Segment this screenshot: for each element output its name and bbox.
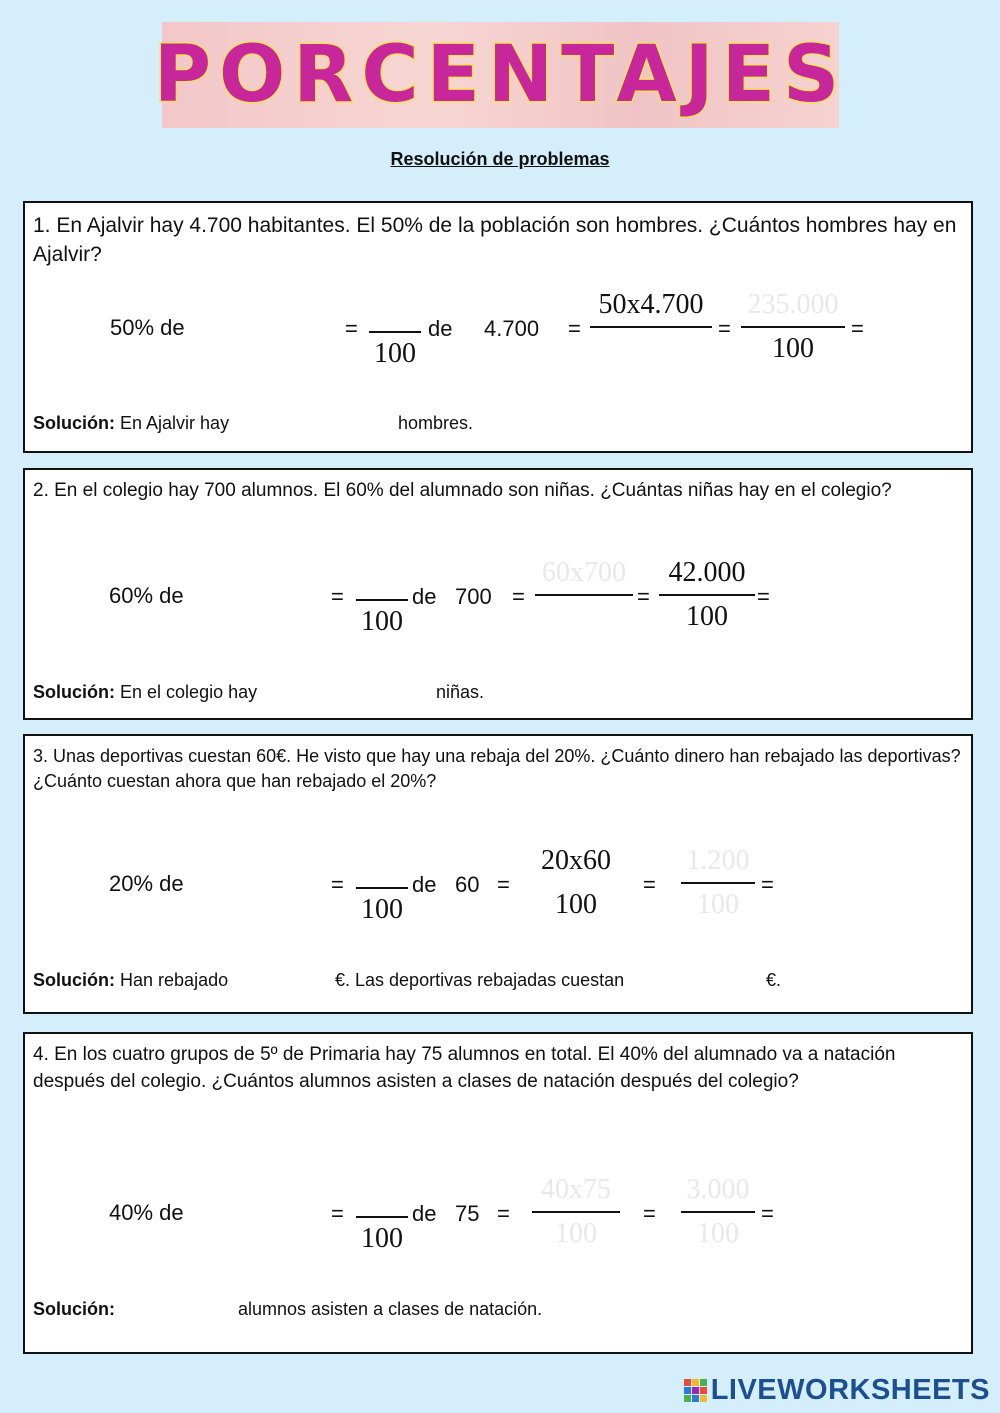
problem-1-frac2-den (590, 330, 712, 368)
solution-text-3: €. (766, 970, 782, 990)
title-banner (153, 22, 848, 128)
problem-3-eq-3: = (643, 872, 656, 897)
problem-3-fraction-1 (356, 847, 408, 929)
problem-3-frac3-den: 100 (697, 889, 739, 920)
problem-2-fraction-2 (535, 554, 633, 636)
problem-3-solution-answer-input-1[interactable] (257, 966, 333, 992)
problem-3-fraction-3 (681, 842, 755, 924)
problem-2-box (23, 468, 973, 720)
problem-2-fraction-1 (356, 559, 408, 641)
problem-4-eq-2: = (497, 1201, 510, 1226)
problem-1-frac2-num: 50x4.700 (598, 289, 704, 320)
problem-4-quantity: 75 (455, 1201, 480, 1226)
problem-2-eq-1: = (331, 584, 344, 609)
problem-1-solution-answer-input[interactable] (265, 409, 385, 435)
fraction-bar (535, 594, 633, 596)
liveworksheets-icon (683, 1378, 709, 1404)
problem-1-answer-input-1[interactable] (369, 291, 421, 329)
problem-4-eq-3: = (643, 1201, 656, 1226)
solution-label: Solución: (33, 970, 115, 990)
solution-text-1: Han rebajado (120, 970, 229, 990)
fraction-bar (659, 594, 755, 596)
problem-4-frac3-den: 100 (697, 1218, 739, 1249)
solution-text-1: En el colegio hay (120, 682, 258, 702)
problem-2-answer-input-2[interactable] (535, 598, 633, 636)
problem-4-eq-1: = (331, 1201, 344, 1226)
solution-label: Solución: (33, 413, 115, 433)
problem-1-frac3-num: 235.000 (747, 289, 839, 320)
problem-2-text: 2. En el colegio hay 700 alumnos. El 60% del alumnado son niñas. ¿Cuántas niñas hay en el colegio? (33, 480, 892, 501)
solution-text-1: alumnos asisten a clases de natación. (238, 1299, 543, 1319)
problem-3-answer-input-1[interactable] (356, 847, 408, 885)
problem-3-quantity: 60 (455, 872, 480, 897)
problem-3-frac2-num: 20x60 (541, 845, 611, 876)
problem-4-pct-label: 40% de (109, 1200, 184, 1225)
problem-2-eq-3: = (637, 584, 650, 609)
problem-3-de: de (412, 872, 437, 897)
fraction-bar (741, 326, 845, 328)
problem-1-box (23, 201, 973, 453)
footer-brand: LIVEWORKSHEETS (710, 1374, 990, 1406)
problem-3-fraction-2 (532, 842, 620, 924)
problem-2-fraction-3 (659, 554, 755, 636)
problem-3-solution-answer-input-2[interactable] (679, 966, 763, 992)
problem-4-de: de (412, 1201, 437, 1226)
problem-1-quantity: 4.700 (484, 316, 540, 341)
problem-3-pct-label: 20% de (109, 871, 184, 896)
problem-4-frac2-num: 40x75 (541, 1174, 611, 1205)
fraction-bar (356, 1216, 408, 1218)
fraction-bar (356, 599, 408, 601)
problem-2-answer-input-1[interactable] (356, 559, 408, 597)
problem-4-fraction-2 (532, 1171, 620, 1253)
solution-label: Solución: (33, 1299, 115, 1319)
problem-3-box (23, 734, 973, 1014)
problem-2-eq-2: = (512, 584, 525, 609)
problem-1-fraction-1 (369, 291, 421, 373)
problem-4-solution (33, 1299, 115, 1320)
problem-4-frac2-den: 100 (555, 1218, 597, 1249)
problem-2-frac2-num: 60x700 (542, 557, 626, 588)
page-subtitle: Resolución de problemas (390, 149, 610, 169)
solution-text-2: niñas. (436, 682, 485, 702)
problem-1-eq-3: = (718, 316, 731, 341)
fraction-bar (356, 887, 408, 889)
problem-4-frac1-den: 100 (361, 1223, 403, 1254)
problem-2-de: de (412, 584, 437, 609)
fraction-bar (532, 882, 620, 884)
problem-3-frac3-num: 1.200 (686, 845, 750, 876)
solution-label: Solución: (33, 682, 115, 702)
problem-1-de: de (428, 316, 453, 341)
problem-4-box (23, 1032, 973, 1354)
problem-3-eq-2: = (497, 872, 510, 897)
problem-4-answer-input-1[interactable] (356, 1176, 408, 1214)
solution-text-1: En Ajalvir hay (120, 413, 230, 433)
fraction-bar (681, 882, 755, 884)
problem-2-solution-answer-input[interactable] (300, 678, 425, 704)
problem-2-pct-label: 60% de (109, 583, 184, 608)
problem-1-frac1-den: 100 (374, 338, 416, 369)
problem-3-frac2-den: 100 (555, 889, 597, 920)
solution-text-2: €. Las deportivas rebajadas cuestan (335, 970, 625, 990)
problem-2-frac1-den: 100 (361, 606, 403, 637)
problem-1-text: 1. En Ajalvir hay 4.700 habitantes. El 50% de la población son hombres. ¿Cuántos hombres hay en Ajalvir? (33, 214, 957, 267)
problem-3-eq-4: = (761, 872, 774, 897)
problem-3-text: 3. Unas deportivas cuestan 60€. He visto que hay una rebaja del 20%. ¿Cuánto dinero han rebajado las deportivas? ¿Cuánto cuestan ahora que han rebajado el 20%? (33, 746, 961, 792)
problem-1-frac3-den: 100 (772, 333, 814, 364)
problem-1-eq-2: = (568, 316, 581, 341)
fraction-bar (681, 1211, 755, 1213)
solution-text-2: hombres. (398, 413, 474, 433)
problem-1-fraction-2 (590, 286, 712, 368)
problem-3-eq-1: = (331, 872, 344, 897)
problem-1-solution (33, 413, 229, 434)
fraction-bar (369, 331, 421, 333)
liveworksheets-logo (683, 1374, 990, 1407)
fraction-bar (590, 326, 712, 328)
problem-1-pct-label: 50% de (110, 315, 185, 340)
banner-title: PORCENTAJES (153, 30, 848, 120)
problem-3-solution (33, 970, 228, 991)
problem-4-eq-4: = (761, 1201, 774, 1226)
problem-2-solution (33, 682, 257, 703)
problem-1-eq-1: = (345, 316, 358, 341)
problem-1-fraction-3 (741, 286, 845, 368)
problem-2-eq-4: = (757, 584, 770, 609)
problem-4-fraction-1 (356, 1176, 408, 1258)
problem-4-solution-answer-input[interactable] (133, 1295, 233, 1321)
problem-2-frac3-num: 42.000 (668, 557, 746, 588)
problem-4-text: 4. En los cuatro grupos de 5º de Primaria hay 75 alumnos en total. El 40% del alumnado va a natación después del colegio. ¿Cuántos alumnos asisten a clases de natación después del colegio? (33, 1044, 896, 1092)
problem-3-frac1-den: 100 (361, 894, 403, 925)
problem-2-frac3-den: 100 (686, 601, 728, 632)
problem-1-eq-4: = (851, 316, 864, 341)
problem-2-quantity: 700 (455, 584, 492, 609)
problem-4-fraction-3 (681, 1171, 755, 1253)
fraction-bar (532, 1211, 620, 1213)
problem-4-frac3-num: 3.000 (686, 1174, 750, 1205)
